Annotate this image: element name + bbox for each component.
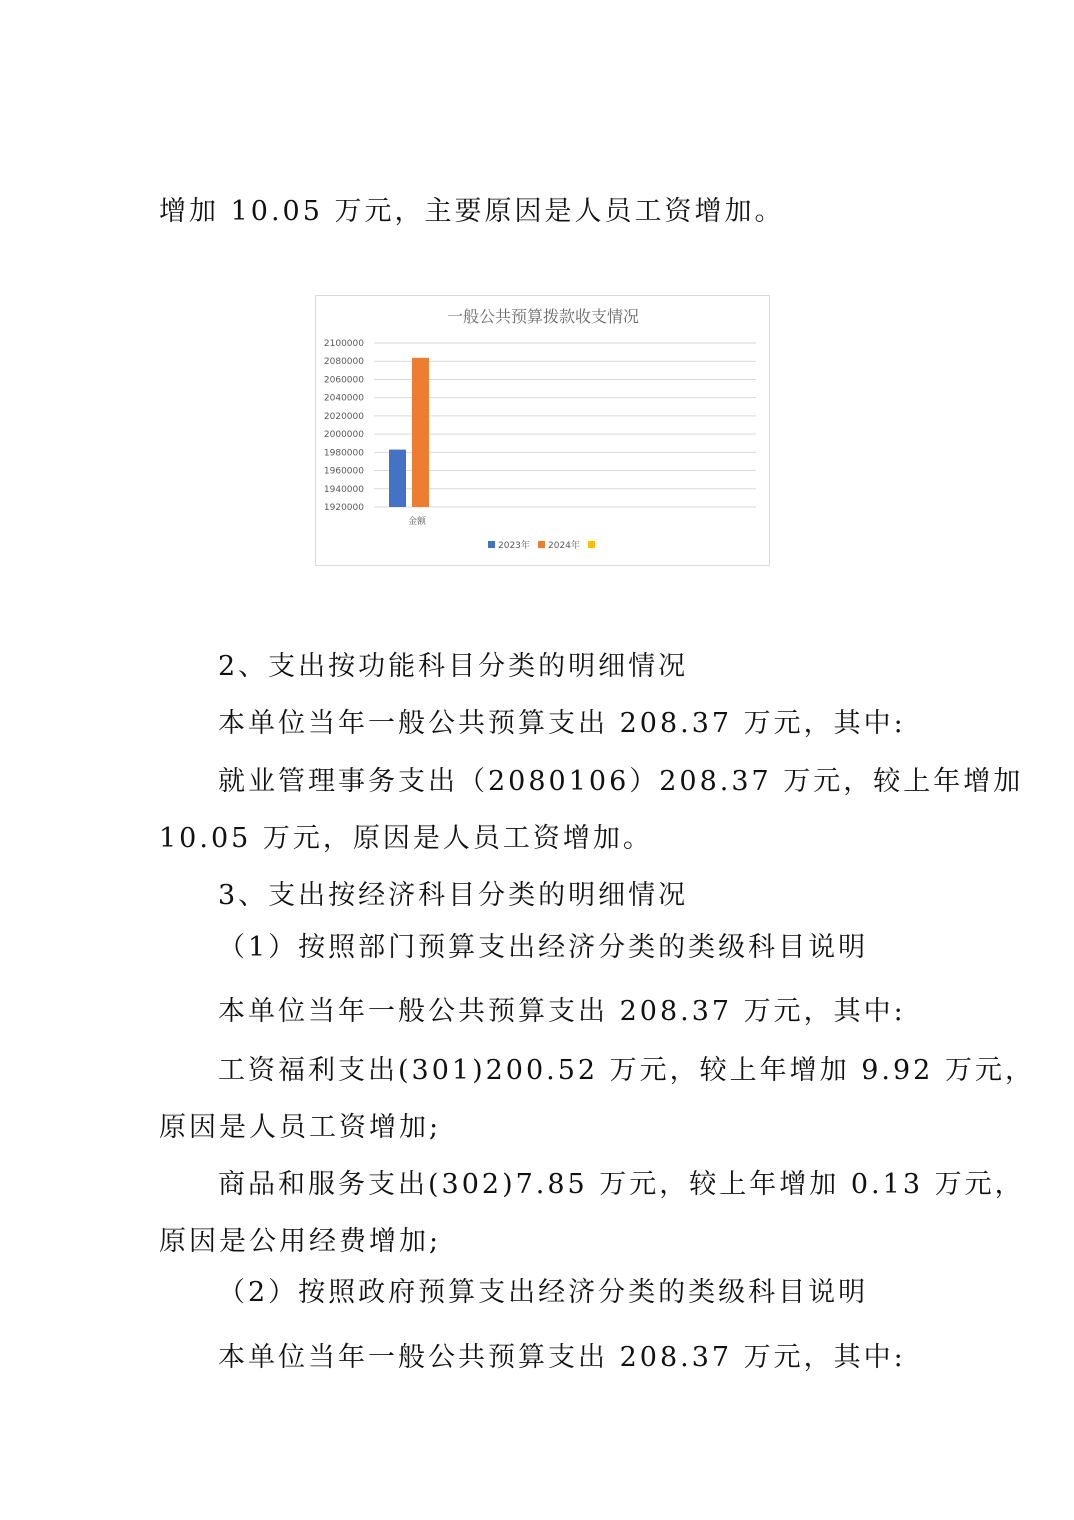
legend [488,539,595,551]
gridlines [374,343,756,507]
y-tick-label: 1980000 [323,448,364,459]
paragraph-line: 10.05 万元，原因是人员工资增加。 [159,823,653,854]
y-tick-label: 2060000 [323,375,364,386]
y-tick-label: 2040000 [323,393,364,404]
paragraph-line: 原因是人员工资增加; [159,1112,442,1143]
x-axis-categories [408,515,427,527]
legend-swatch [588,541,595,548]
bars [389,358,429,507]
bar-chart-svg [316,296,771,567]
y-tick-label: 1960000 [323,466,364,477]
y-axis-ticks [324,339,364,513]
paragraph-line: 本单位当年一般公共预算支出 208.37 万元，其中: [218,708,906,739]
bar-2024年 [412,358,429,507]
legend-label: 2023年 [498,541,530,551]
y-tick-label: 2020000 [323,411,364,422]
bar-2023年 [389,450,406,507]
y-tick-label: 2000000 [323,430,364,441]
chart-title: 一般公共预算拨款收支情况 [446,307,640,326]
section-heading: 2、支出按功能科目分类的明细情况 [218,651,689,682]
chart [315,295,770,566]
y-tick-label: 2080000 [323,357,364,368]
paragraph-line: 商品和服务支出(302)7.85 万元，较上年增加 0.13 万元， [218,1169,1025,1200]
y-tick-label: 1920000 [323,503,364,513]
section-heading: 3、支出按经济科目分类的明细情况 [218,880,689,911]
legend-swatch [488,541,495,548]
x-category-label: 金额 [407,517,427,527]
paragraph-line: 原因是公用经费增加; [159,1226,442,1257]
paragraph-line: 就业管理事务支出（2080106）208.37 万元，较上年增加 [218,766,1024,797]
paragraph-line: 本单位当年一般公共预算支出 208.37 万元，其中: [218,1342,906,1373]
paragraph-line: 增加 10.05 万元，主要原因是人员工资增加。 [159,196,785,227]
legend-label: 2024年 [548,541,580,551]
y-tick-label: 1940000 [323,484,364,495]
paragraph-line: 本单位当年一般公共预算支出 208.37 万元，其中: [218,996,906,1027]
sub-heading: （2）按照政府预算支出经济分类的类级科目说明 [218,1277,869,1308]
sub-heading: （1）按照部门预算支出经济分类的类级科目说明 [218,932,869,963]
y-tick-label: 2100000 [323,339,364,349]
legend-swatch [538,541,545,548]
paragraph-line: 工资福利支出(301)200.52 万元，较上年增加 9.92 万元， [218,1055,1035,1086]
